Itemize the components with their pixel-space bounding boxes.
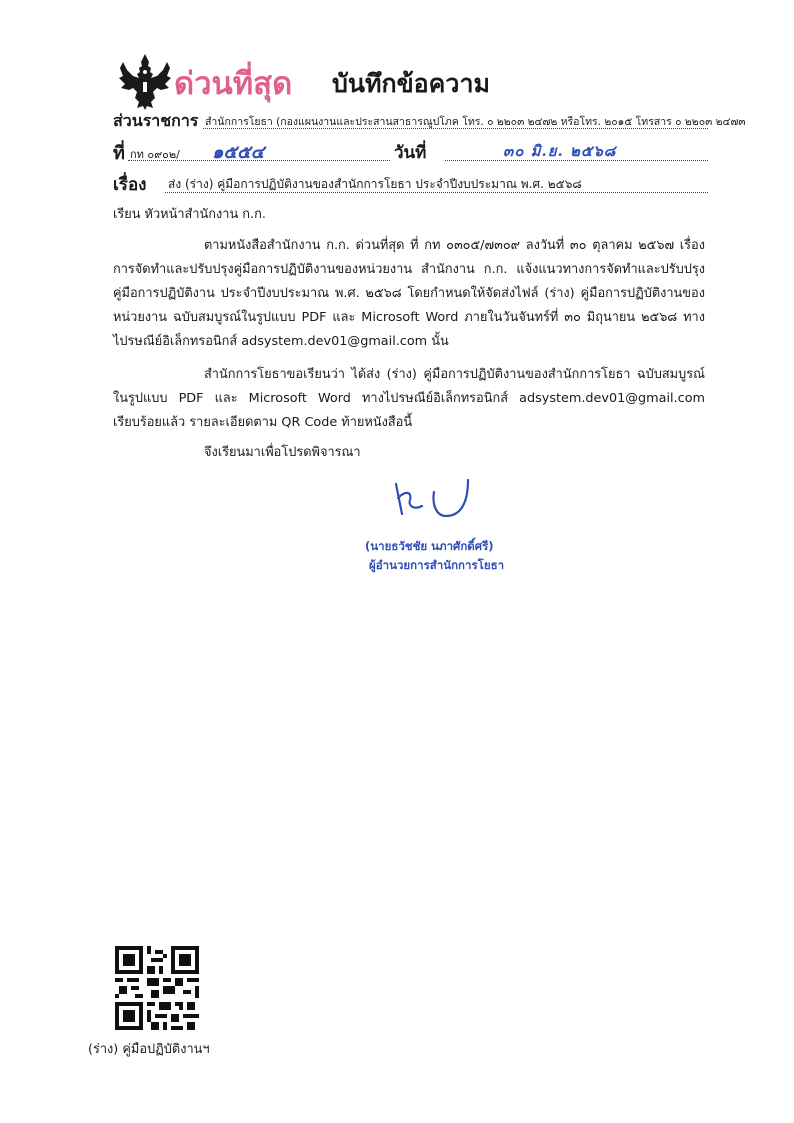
doc-no-prefix: กท ๐๙๐๒/ <box>130 148 180 161</box>
date-handwritten: ๓๐ มิ.ย. ๒๕๖๘ <box>503 142 617 160</box>
garuda-emblem-icon <box>117 52 173 112</box>
signatory-position: ผู้อำนวยการสำนักการโยธา <box>369 558 505 572</box>
closing-line: จึงเรียนมาเพื่อโปรดพิจารณา <box>204 445 361 460</box>
date-label: วันที่ <box>394 143 427 163</box>
qr-caption: (ร่าง) คู่มือปฏิบัติงานฯ <box>88 1042 210 1057</box>
paragraph-2: สำนักการโยธาขอเรียนว่า ได้ส่ง (ร่าง) คู่มือการปฏิบัติงานของสำนักการโยธา ฉบับสมบูรณ์ในรูปแบบ PDF และ Microsoft Word ทางไปรษณีย์อิเล็กทรอนิกส์ adsystem.dev01@gmail.com เรียบร้อยแล้ว รายละเอียดตาม QR Code ท้ายหนังสือนี้ <box>113 367 705 430</box>
paragraph-1: ตามหนังสือสำนักงาน ก.ก. ด่วนที่สุด ที่ กท ๐๓๐๕/๗๓๐๙ ลงวันที่ ๓๐ ตุลาคม ๒๕๖๗ เรื่อง การจัดทำและปรับปรุงคู่มือการปฏิบัติงานของหน่วยงาน สำนักงาน ก.ก. แจ้งแนวทางการจัดทำและปรับปรุงคู่มือการปฏิบัติงาน ประจำปีงบประมาณ พ.ศ. ๒๕๖๘ โดยกำหนดให้จัดส่งไฟล์ (ร่าง) คู่มือการปฏิบัติงานของหน่วยงาน ฉบับสมบูรณ์ในรูปแบบ PDF และ Microsoft Word ภายในวันจันทร์ที่ ๓๐ มิถุนายน ๒๕๖๘ ทางไปรษณีย์อิเล็กทรอนิกส์ adsystem.dev01@gmail.com นั้น <box>113 238 705 349</box>
subject-dotline <box>165 192 708 193</box>
urgency-stamp: ด่วนที่สุด <box>174 66 293 102</box>
department-dotline <box>203 128 708 129</box>
department-value: สำนักการโยธา (กองแผนงานและประสานสาธารณูปโภค โทร. ๐ ๒๒๐๓ ๒๔๗๒ หรือโทร. ๒๐๑๕ โทรสาร ๐ ๒๒๐๓ ๒๔๗๓ <box>205 116 746 128</box>
salutation: เรียน หัวหน้าสำนักงาน ก.ก. <box>113 207 266 222</box>
qr-code <box>115 946 199 1030</box>
subject-value: ส่ง (ร่าง) คู่มือการปฏิบัติงานของสำนักการโยธา ประจำปีงบประมาณ พ.ศ. ๒๕๖๘ <box>168 177 582 191</box>
memo-title: บันทึกข้อความ <box>332 69 490 98</box>
department-label: ส่วนราชการ <box>113 111 199 130</box>
handwritten-signature <box>388 470 488 530</box>
doc-no-handwritten: ๑๕๕๔ <box>212 142 265 163</box>
date-dotline <box>445 160 708 161</box>
signatory-name: (นายธวัชชัย นภาศักดิ์ศรี) <box>365 539 494 553</box>
subject-label: เรื่อง <box>113 175 147 195</box>
doc-no-dotline <box>128 160 390 161</box>
doc-no-label: ที่ <box>113 143 125 164</box>
